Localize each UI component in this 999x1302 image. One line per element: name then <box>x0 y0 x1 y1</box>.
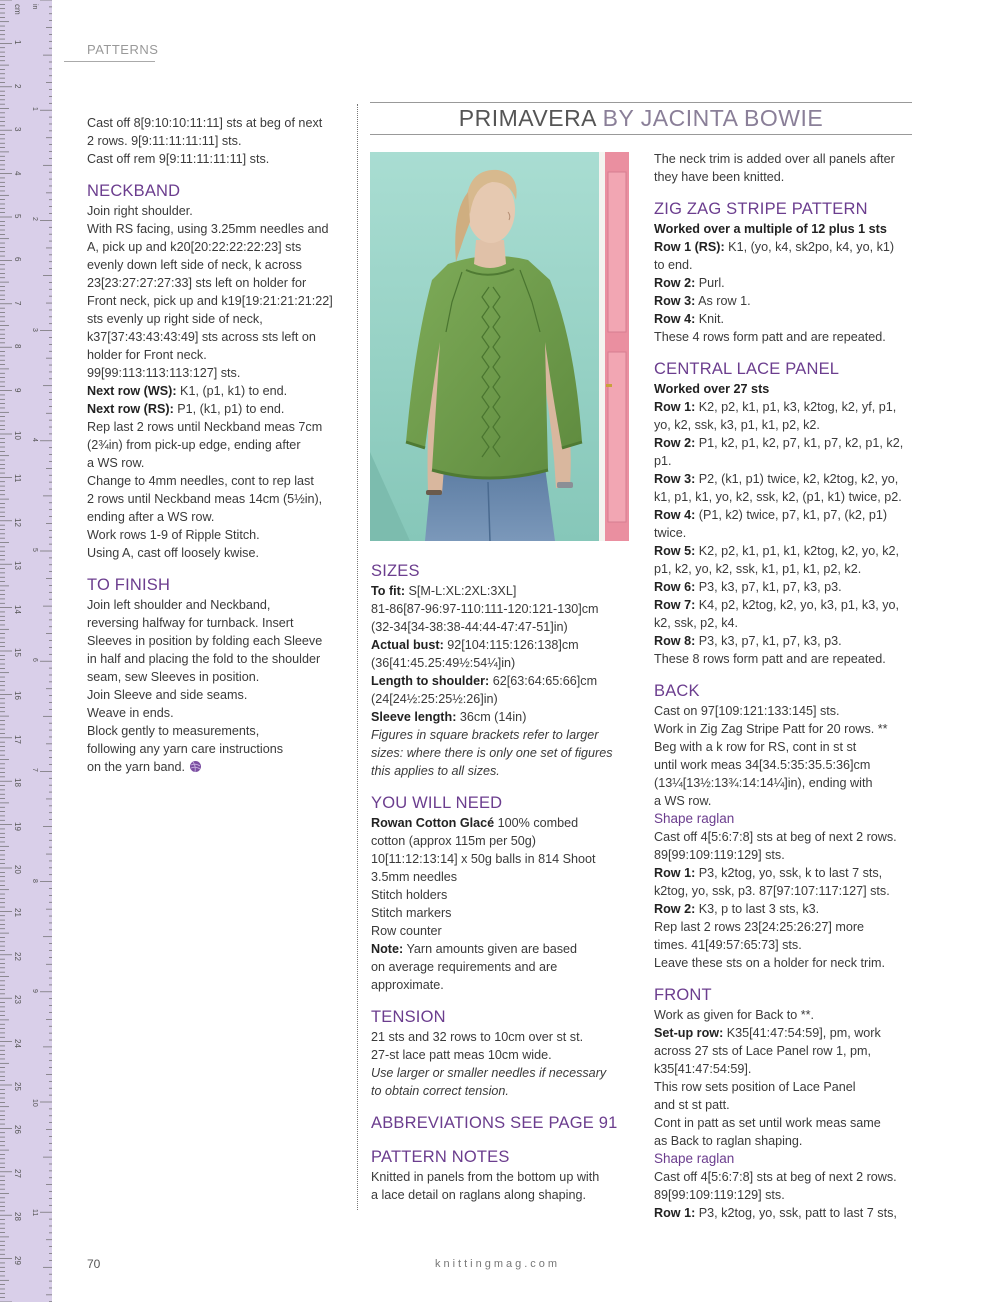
ruler-inch-label: 4 <box>31 437 38 442</box>
pattern-row <box>654 954 916 972</box>
ruler-cm-label: 16 <box>13 691 22 701</box>
need-line: on average requirements and are <box>371 960 558 974</box>
bust-line <box>371 636 629 654</box>
row-text: P1, (k1, p1) to end. <box>173 402 285 416</box>
row-text: k2tog, yo, ssk, p3. 87[97:107:117:127] sts. <box>654 884 890 898</box>
row-text: times. 41[49:57:65:73] sts. <box>654 938 802 952</box>
ruler-inch-label: 6 <box>31 658 38 663</box>
pattern-row <box>654 882 916 900</box>
pattern-row <box>654 256 916 274</box>
row-label: Row 1: <box>654 866 696 880</box>
row-text: P3, k2tog, yo, ssk, patt to last 7 sts, <box>695 1206 897 1220</box>
finish-line: Join Sleeve and side seams. <box>87 688 248 702</box>
note-text: Use larger or smaller needles if necessary <box>371 1066 607 1080</box>
you-will-need-heading: YOU WILL NEED <box>371 794 503 812</box>
row-text: K1, (p1, k1) to end. <box>176 384 288 398</box>
row-text: 89[99:109:119:129] sts. <box>654 848 785 862</box>
ruler-cm-label: 24 <box>13 1038 22 1048</box>
ruler-inch-label: 7 <box>31 768 38 773</box>
ruler-cm-label: 12 <box>13 517 22 527</box>
tension-heading: TENSION <box>371 1008 446 1026</box>
row-text: Knit. <box>695 312 724 326</box>
ruler-cm-label: 15 <box>13 648 22 657</box>
neckband-line: Rep last 2 rows until Neckband meas 7cm <box>87 420 323 434</box>
ruler-cm-label: 4 <box>13 170 22 176</box>
row-text: (P1, k2) twice, p7, k1, p7, (k2, p1) <box>695 508 888 522</box>
row-text: Cont in patt as set until work meas same <box>654 1116 881 1130</box>
neckband-line: sts evenly up right side of neck, <box>87 312 263 326</box>
ruler-cm-label: 28 <box>13 1212 22 1222</box>
front-rows <box>654 1006 916 1150</box>
finish-line: reversing halfway for turnback. Insert <box>87 616 294 630</box>
pattern-row <box>654 560 916 578</box>
ruler-cm-label: 18 <box>13 778 22 788</box>
finish-last-line <box>87 758 349 776</box>
sizes-note <box>371 762 629 780</box>
row-text: K3, p to last 3 sts, k3. <box>695 902 820 916</box>
ruler-inch-unit: in <box>31 4 38 10</box>
row-text: These 8 rows form patt and are repeated. <box>654 652 886 666</box>
note-text: this applies to all sizes. <box>371 764 500 778</box>
sizes-note <box>371 744 629 762</box>
pattern-row <box>654 1204 916 1222</box>
row-label: Length to shoulder: <box>371 674 490 688</box>
ruler-cm-label: 2 <box>13 83 22 89</box>
pattern-row <box>654 1042 916 1060</box>
row-label: Next row (WS): <box>87 384 177 398</box>
notes-line: a lace detail on raglans along shaping. <box>371 1188 586 1202</box>
need-line: approximate. <box>371 978 444 992</box>
row-text: p1, k2, yo, k2, ssk, k1, p1, k1, p2, k2. <box>654 562 862 576</box>
row-text: Work as given for Back to **. <box>654 1008 815 1022</box>
pattern-row <box>654 524 916 542</box>
neckband-line: holder for Front neck. <box>87 348 207 362</box>
column-divider <box>357 104 358 1210</box>
neckband-line: ending after a WS row. <box>87 510 215 524</box>
ruler-cm-label: 9 <box>13 387 22 393</box>
row-text: This row sets position of Lace Panel <box>654 1080 856 1094</box>
pattern-row <box>654 864 916 882</box>
front-heading: FRONT <box>654 986 712 1004</box>
ruler-inch-label: 9 <box>31 988 38 993</box>
pattern-row <box>654 398 916 416</box>
pattern-row <box>654 434 916 470</box>
ruler-cm-label: 8 <box>13 344 22 349</box>
need-line: Stitch holders <box>371 888 448 902</box>
back-line: Beg with a k row for RS, cont in st st <box>654 740 857 754</box>
pattern-row <box>654 650 916 668</box>
row-label: Row 7: <box>654 598 696 612</box>
cast-off-line: Cast off rem 9[9:11:11:11:11] sts. <box>87 152 270 166</box>
neckband-line: With RS facing, using 3.25mm needles and <box>87 222 329 236</box>
tension-line: 21 sts and 32 rows to 10cm over st st. <box>371 1030 584 1044</box>
ruler-cm-label: 5 <box>13 214 22 219</box>
section-rule <box>64 61 155 62</box>
pattern-row <box>654 470 916 488</box>
finish-line: Weave in ends. <box>87 706 174 720</box>
pattern-row <box>654 828 916 846</box>
back-line: Work in Zig Zag Stripe Patt for 20 rows. ** <box>654 722 888 736</box>
pattern-row <box>654 1006 916 1024</box>
pattern-row <box>654 632 916 650</box>
ruler-ticks <box>0 0 52 1302</box>
row-text: and st st patt. <box>654 1098 730 1112</box>
note-text: Yarn amounts given are based <box>403 942 578 956</box>
need-line: cotton (approx 115m per 50g) <box>371 834 536 848</box>
row-text: These 4 rows form patt and are repeated. <box>654 330 886 344</box>
finish-line: seam, sew Sleeves in position. <box>87 670 260 684</box>
pattern-row <box>654 416 916 434</box>
finish-line: Join left shoulder and Neckband, <box>87 598 271 612</box>
need-line: Stitch markers <box>371 906 452 920</box>
pattern-row <box>654 238 916 256</box>
sizes-heading: SIZES <box>371 562 420 580</box>
yarn-name: Rowan Cotton Glacé <box>371 816 495 830</box>
ruler-cm-label: 17 <box>13 734 22 744</box>
neckband-line: (2¾in) from pick-up edge, ending after <box>87 438 301 452</box>
subheading-text: Worked over a multiple of 12 plus 1 sts <box>654 222 887 236</box>
neckband-line: A, pick up and k20[20:22:22:22:23] sts <box>87 240 302 254</box>
row-text: as Back to raglan shaping. <box>654 1134 803 1148</box>
row-text: 36cm (14in) <box>456 710 527 724</box>
pattern-row <box>654 578 916 596</box>
shape-raglan-heading: Shape raglan <box>654 811 735 826</box>
footer-url: knittingmag.com <box>435 1258 561 1270</box>
neckband-line: 23[23:27:27:27:33] sts left on holder for <box>87 276 307 290</box>
row-text: Cast off 4[5:6:7:8] sts at beg of next 2 rows. <box>654 1170 897 1184</box>
pattern-row <box>654 292 916 310</box>
ruler-inch-label: 11 <box>31 1209 38 1217</box>
row-text: Cast off 4[5:6:7:8] sts at beg of next 2 rows. <box>654 830 897 844</box>
row-text: P3, k3, p7, k1, p7, k3, p3. <box>695 580 842 594</box>
ruler-cm-label: 29 <box>13 1255 22 1265</box>
row-text: P2, (k1, p1) twice, k2, k2tog, k2, yo, <box>695 472 899 486</box>
row-text: K2, p2, k1, p1, k3, k2tog, k2, yf, p1, <box>695 400 897 414</box>
neckband-line: evenly down left side of neck, k across <box>87 258 302 272</box>
ruler-cm-label: 26 <box>13 1125 22 1135</box>
subheading-text: Worked over 27 sts <box>654 382 770 396</box>
need-line: 3.5mm needles <box>371 870 458 884</box>
ruler-cm-label: 6 <box>13 257 22 262</box>
row-label: Row 2: <box>654 436 696 450</box>
pattern-row <box>654 596 916 614</box>
ruler-cm-label: 22 <box>13 951 22 961</box>
row-label: Row 2: <box>654 276 696 290</box>
neckband-line: Join right shoulder. <box>87 204 193 218</box>
zig-zag-heading: ZIG ZAG STRIPE PATTERN <box>654 200 868 218</box>
row-label: Actual bust: <box>371 638 444 652</box>
ruler-inch-label: 3 <box>31 327 38 332</box>
title-main: PRIMAVERA <box>458 105 596 131</box>
back-line: Cast on 97[109:121:133:145] sts. <box>654 704 840 718</box>
row-text: 92[104:115:126:138]cm <box>443 638 579 652</box>
note-label: Note: <box>371 942 404 956</box>
finish-line: Block gently to measurements, <box>87 724 260 738</box>
neckband-line: Front neck, pick up and k19[19:21:21:21:22] <box>87 294 333 308</box>
row-text: twice. <box>654 526 687 540</box>
note-text: Figures in square brackets refer to larger <box>371 728 599 742</box>
ruler-cm-label: 25 <box>13 1082 22 1091</box>
pattern-row <box>654 328 916 346</box>
need-line: 10[11:12:13:14] x 50g balls in 814 Shoot <box>371 852 596 866</box>
back-line: until work meas 34[34.5:35:35.5:36]cm <box>654 758 871 772</box>
neckband-line: Using A, cast off loosely kwise. <box>87 546 259 560</box>
ruler-inch-label: 2 <box>31 217 38 222</box>
tension-line: 27-st lace patt meas 10cm wide. <box>371 1048 552 1062</box>
sizes-note <box>371 726 629 744</box>
row-text: Leave these sts on a holder for neck trim. <box>654 956 886 970</box>
row-text: yo, k2, ssk, k3, p1, k1, p2, k2. <box>654 418 820 432</box>
to-finish-heading: TO FINISH <box>87 576 171 594</box>
shape-raglan-heading: Shape raglan <box>654 1151 735 1166</box>
pattern-row <box>654 310 916 328</box>
ruler-cm-label: 3 <box>13 127 22 132</box>
neckband-line: Change to 4mm needles, cont to rep last <box>87 474 314 488</box>
row-label: Row 1 (RS): <box>654 240 725 254</box>
row-text: k1, p1, k1, yo, k2, ssk, k2, (p1, k1) twice, p2. <box>654 490 902 504</box>
intro-line: The neck trim is added over all panels after <box>654 152 895 166</box>
row-label: Row 3: <box>654 472 696 486</box>
notes-line: Knitted in panels from the bottom up with <box>371 1170 600 1184</box>
model-photo <box>370 152 629 541</box>
ruler-cm-label: 1 <box>13 40 22 45</box>
ruler-cm-label: 23 <box>13 995 22 1005</box>
row-text: 62[63:64:65:66]cm <box>489 674 598 688</box>
pattern-row <box>654 900 916 918</box>
yarn-ball-icon <box>189 760 202 773</box>
row-text: P3, k3, p7, k1, p7, k3, p3. <box>695 634 842 648</box>
ruler-cm-label: 10 <box>13 431 22 440</box>
ruler-cm-label: 14 <box>13 604 22 614</box>
row-text: to end. <box>654 258 693 272</box>
row-label: Row 5: <box>654 544 696 558</box>
zig-zag-subheading <box>654 220 916 238</box>
shoulder-line <box>371 672 629 690</box>
neckband-next-rs <box>87 400 349 418</box>
front-raglan-rows <box>654 1168 916 1222</box>
row-text: P3, k2tog, yo, ssk, k to last 7 sts, <box>695 866 883 880</box>
section-label: PATTERNS <box>87 42 159 57</box>
row-label: Row 4: <box>654 312 696 326</box>
row-label: To fit: <box>371 584 406 598</box>
row-label: Row 3: <box>654 294 696 308</box>
row-label: Row 2: <box>654 902 696 916</box>
neckband-line: k37[37:43:43:43:49] sts across sts left on <box>87 330 316 344</box>
sizes-line: (24[24½:25:25½:26]in) <box>371 692 498 706</box>
sizes-line: (36[41:45.25:49½:54¼]in) <box>371 656 516 670</box>
column-middle <box>371 561 629 1204</box>
pattern-row <box>654 936 916 954</box>
need-line: Row counter <box>371 924 442 938</box>
cast-off-line: Cast off 8[9:10:10:11:11] sts at beg of next <box>87 116 323 130</box>
row-text: K4, p2, k2tog, k2, yo, k3, p1, k3, yo, <box>695 598 899 612</box>
row-text: across 27 sts of Lace Panel row 1, pm, <box>654 1044 871 1058</box>
neckband-next-ws <box>87 382 349 400</box>
ruler-cm-label: 27 <box>13 1168 22 1178</box>
lace-panel-subheading <box>654 380 916 398</box>
page-number: 70 <box>87 1257 101 1271</box>
column-left <box>87 114 349 776</box>
ruler-inch-label: 1 <box>31 107 38 112</box>
finish-line: following any yarn care instructions <box>87 742 283 756</box>
row-text: 89[99:109:119:129] sts. <box>654 1188 785 1202</box>
neckband-line: a WS row. <box>87 456 145 470</box>
row-text: Rep last 2 rows 23[24:25:26:27] more <box>654 920 865 934</box>
pattern-row <box>654 506 916 524</box>
row-label: Next row (RS): <box>87 402 174 416</box>
cast-off-line: 2 rows. 9[9:11:11:11:11] sts. <box>87 134 242 148</box>
row-text: P1, k2, p1, k2, p7, k1, p7, k2, p1, k2, p1. <box>654 436 904 468</box>
ruler-cm-label: 20 <box>13 865 22 874</box>
photo-illustration <box>370 152 629 541</box>
pattern-row <box>654 1024 916 1042</box>
lace-panel-rows <box>654 398 916 668</box>
yarn-line <box>371 814 629 832</box>
pattern-title <box>370 102 912 135</box>
pattern-row <box>654 1078 916 1096</box>
row-label: Row 6: <box>654 580 696 594</box>
pattern-row <box>654 488 916 506</box>
back-line: (13¼[13½:13¾:14:14¼]in), ending with <box>654 776 873 790</box>
lace-panel-heading: CENTRAL LACE PANEL <box>654 360 840 378</box>
finish-last-text: on the yarn band. <box>87 760 189 774</box>
sizes-line: (32-34[34-38:38-44:44-47:47-51]in) <box>371 620 568 634</box>
row-text: K35[41:47:54:59], pm, work <box>723 1026 881 1040</box>
sizes-line: 81-86[87-96:97-110:111-120:121-130]cm <box>371 602 599 616</box>
pattern-row <box>654 918 916 936</box>
ruler-cm-label: 19 <box>13 821 22 831</box>
ruler-cm-label: 13 <box>13 561 22 571</box>
title-designer: BY JACINTA BOWIE <box>595 105 824 131</box>
neckband-line: Work rows 1-9 of Ripple Stitch. <box>87 528 260 542</box>
row-label: Sleeve length: <box>371 710 457 724</box>
zig-zag-rows <box>654 238 916 346</box>
pattern-row <box>654 1060 916 1078</box>
row-label: Row 4: <box>654 508 696 522</box>
row-text: k35[41:47:54:59]. <box>654 1062 752 1076</box>
to-fit-line <box>371 582 629 600</box>
ruler-inch-label: 8 <box>31 878 38 883</box>
pattern-row <box>654 1114 916 1132</box>
row-label: Row 8: <box>654 634 696 648</box>
intro-line: they have been knitted. <box>654 170 785 184</box>
row-label: Row 1: <box>654 400 696 414</box>
column-right <box>654 150 916 1222</box>
note-text: to obtain correct tension. <box>371 1084 509 1098</box>
pattern-row <box>654 1168 916 1186</box>
back-raglan-rows <box>654 828 916 972</box>
yarn-text: 100% combed <box>494 816 579 830</box>
note-line <box>371 940 629 958</box>
tension-note <box>371 1064 629 1082</box>
pattern-row <box>654 1096 916 1114</box>
ruler-inch-label: 5 <box>31 548 38 552</box>
pattern-row <box>654 614 916 632</box>
abbreviations-heading: ABBREVIATIONS SEE PAGE 91 <box>371 1114 618 1132</box>
ruler-cm-unit: cm <box>13 4 22 15</box>
finish-line: Sleeves in position by folding each Sleeve <box>87 634 323 648</box>
note-text: sizes: where there is only one set of figures <box>371 746 613 760</box>
neckband-line: 99[99:113:113:113:127] sts. <box>87 366 241 380</box>
row-text: S[M-L:XL:2XL:3XL] <box>405 584 517 598</box>
back-line: a WS row. <box>654 794 712 808</box>
row-label: Set-up row: <box>654 1026 724 1040</box>
pattern-row <box>654 274 916 292</box>
pattern-row <box>654 542 916 560</box>
row-text: k2, ssk, p2, k4. <box>654 616 738 630</box>
row-text: K2, p2, k1, p1, k1, k2tog, k2, yo, k2, <box>695 544 899 558</box>
measuring-ruler <box>0 0 52 1302</box>
back-heading: BACK <box>654 682 700 700</box>
sleeve-line <box>371 708 629 726</box>
pattern-row <box>654 1186 916 1204</box>
row-text: As row 1. <box>695 294 751 308</box>
pattern-row <box>654 1132 916 1150</box>
tension-note <box>371 1082 629 1100</box>
ruler-cm-label: 7 <box>13 300 22 306</box>
pattern-row <box>654 846 916 864</box>
pattern-notes-heading: PATTERN NOTES <box>371 1148 510 1166</box>
neckband-line: 2 rows until Neckband meas 14cm (5½in), <box>87 492 323 506</box>
row-label: Row 1: <box>654 1206 696 1220</box>
ruler-cm-label: 21 <box>13 908 22 918</box>
row-text: Purl. <box>695 276 725 290</box>
finish-line: in half and placing the fold to the shoulder <box>87 652 321 666</box>
ruler-inch-label: 10 <box>31 1099 38 1107</box>
neckband-heading: NECKBAND <box>87 182 181 200</box>
row-text: K1, (yo, k4, sk2po, k4, yo, k1) <box>724 240 895 254</box>
ruler-cm-label: 11 <box>13 474 22 483</box>
